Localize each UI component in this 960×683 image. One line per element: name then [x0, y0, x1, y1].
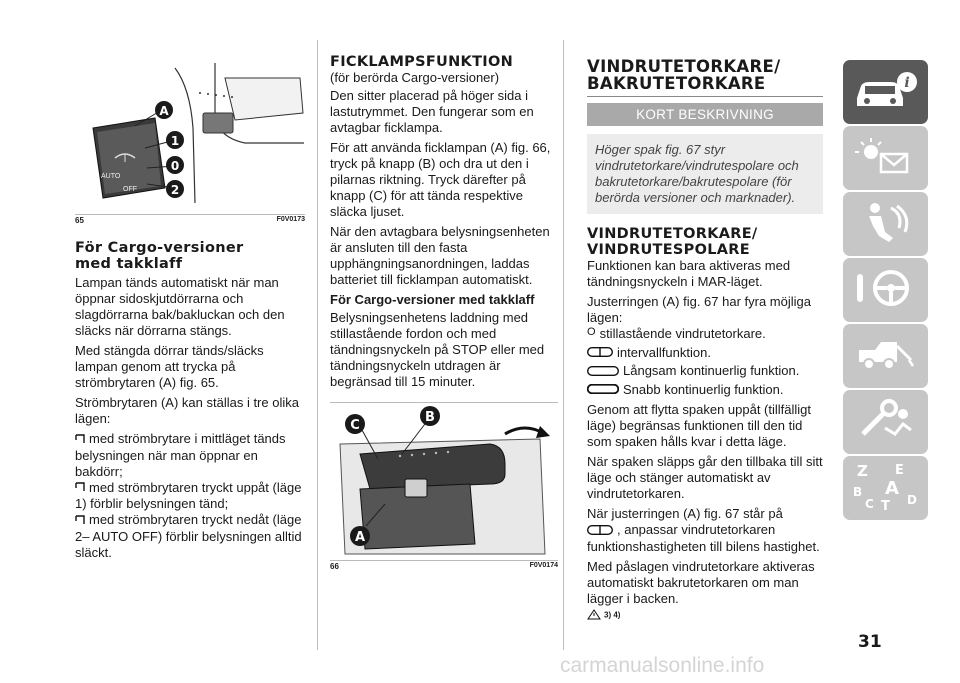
col3-subheading-line2: VINDRUTESPOLARE — [587, 242, 750, 258]
tab-index[interactable] — [843, 456, 928, 520]
page-number: 31 — [858, 632, 882, 652]
fig65-callout-0: 0 — [170, 159, 180, 173]
col1-paragraph-1: Lampan tänds automatiskt när man öppnar sidoskjutdörrarna och slagdörrarna bak/bakluckan och den släcks när dörrarna stängs. — [75, 275, 285, 338]
position-interval: intervallfunktion. — [617, 344, 711, 360]
steering-wheel-icon — [851, 266, 921, 315]
index-letters-icon — [851, 460, 921, 517]
col1-paragraph-2: Med stängda dörrar tänds/släcks lampan genom att trycka på strömbrytaren (A) fig. 65. — [75, 343, 264, 390]
fig65-callout-2: 2 — [170, 183, 180, 197]
col3-heading-line1: VINDRUTETORKARE/ — [587, 57, 781, 76]
door-icon — [75, 432, 85, 448]
col3-paragraph-6: Med påslagen vindrutetorkare aktiveras automatiskt bakrutetorkaren om man lägger i backen. — [587, 558, 815, 606]
intro-box: Höger spak fig. 67 styr vindrutetorkare/vindrutespolare och bakrutetorkare/bakrutespolare (för berörda versioner och marknader). — [587, 134, 823, 214]
figure-66-code: F0V0174 — [529, 562, 558, 569]
index-letter-c: C — [864, 496, 874, 511]
index-letter-e: E — [894, 462, 904, 478]
list-item — [587, 363, 823, 380]
col3-paragraph-5b: , anpassar vindrutetorkaren funktionshastigheten till bilens hastighet. — [587, 522, 820, 554]
col3-heading — [587, 58, 823, 92]
col1-paragraph-3: Strömbrytaren (A) kan ställas i tre olika lägen: — [75, 395, 299, 426]
col2-paragraph-1: Den sitter placerad på höger sida i lastutrymmet. Den fungerar som en avtagbar ficklampa. — [330, 88, 534, 135]
list-item — [75, 431, 305, 480]
position-fast: Snabb kontinuerlig funktion. — [623, 381, 784, 397]
warning-references — [587, 609, 823, 622]
col3-subheading — [587, 226, 823, 258]
tab-car-info[interactable] — [843, 60, 928, 124]
col1-item-3: med strömbrytaren tryckt nedåt (läge 2– AUTO OFF) förblir belysningen alltid släckt. — [75, 512, 302, 560]
col1-heading-line1: För Cargo-versioner — [75, 240, 244, 256]
door-icon — [75, 513, 85, 529]
list-item — [587, 345, 823, 362]
interval-wiper-icon — [587, 345, 613, 361]
col1-text — [75, 240, 305, 561]
column-divider-1 — [317, 40, 318, 650]
index-letter-t: T — [880, 498, 890, 512]
position-zero-symbol: O — [587, 325, 596, 338]
col3-paragraph-5 — [587, 506, 823, 555]
col2-heading: FICKLAMPSFUNKTION — [330, 54, 514, 70]
col1-item-1: med strömbrytare i mittläget tänds belysningen när man öppnar en bakdörr; — [75, 431, 286, 479]
list-item — [75, 512, 305, 561]
figure-66-number: 66 — [330, 562, 339, 571]
tab-safety[interactable] — [843, 192, 928, 256]
list-item — [587, 382, 823, 399]
kort-beskrivning-banner: KORT BESKRIVNING — [587, 103, 823, 126]
tab-warning-lights[interactable] — [843, 126, 928, 190]
col3-paragraph-3: Genom att flytta spaken uppåt (tillfälligt läge) begränsas funktionen till den tid som spaken hålls kvar i detta läge. — [587, 402, 812, 450]
col2-paragraph-4: Belysningsenhetens laddning med stillastående fordon och med tändningsnyckeln på STOP eller med tändningsnyckeln utdragen är begränsad till 15 minuter. — [330, 310, 545, 389]
position-off: stillastående vindrutetorkare. — [599, 326, 766, 341]
col2-subtitle: (för berörda Cargo-versioner) — [330, 70, 500, 85]
tow-truck-icon — [851, 332, 921, 381]
fig66-callout-c: C — [350, 418, 360, 433]
slow-wiper-icon — [587, 364, 619, 380]
fig65-callout-a: A — [159, 104, 169, 118]
fig65-switch-auto: AUTO — [101, 173, 121, 180]
col3-subheading-line1: VINDRUTETORKARE/ — [587, 226, 758, 242]
col1-heading-line2: med takklaff — [75, 256, 183, 272]
figure-66 — [330, 402, 558, 572]
figure-66-illustration — [330, 404, 558, 560]
col3-heading-line2: BAKRUTETORKARE — [587, 74, 766, 93]
figure-65-code: F0V0173 — [276, 216, 305, 223]
airbag-safety-icon — [851, 200, 921, 249]
fig66-callout-b: B — [425, 410, 435, 425]
col3-paragraph-4: När spaken släpps går den tillbaka till sitt läge och stänger automatiskt av vindrutetorkaren. — [587, 454, 823, 502]
door-icon — [75, 480, 85, 496]
fig65-switch-off: OFF — [123, 186, 137, 193]
service-wrench-icon — [851, 398, 921, 447]
reference-numbers: 3) 4) — [604, 610, 621, 620]
index-letter-b: B — [852, 484, 862, 499]
col2-paragraph-2: För att använda ficklampan (A) fig. 66, tryck på knapp (B) och dra ut den i pilarnas riktning. Tryck därefter på knapp (C) för att tända respektive släcka ljuset. — [330, 140, 551, 219]
list-item — [75, 480, 305, 513]
svg-text:i: i — [903, 74, 910, 91]
index-letter-a: A — [884, 477, 899, 499]
col3-paragraph-2: Justerringen (A) fig. 67 har fyra möjliga lägen: — [587, 294, 811, 325]
caution-triangle-icon — [587, 609, 601, 622]
col2-paragraph-3: När den avtagbara belysningsenheten är ansluten till den fasta upphängningsanordningen, laddas batteriet till ficklampan automatiskt. — [330, 224, 550, 287]
col2-subheading: För Cargo-versioner med takklaff — [330, 292, 535, 307]
tab-service[interactable] — [843, 390, 928, 454]
tab-driving[interactable] — [843, 258, 928, 322]
list-item — [587, 326, 823, 343]
warning-lights-icon — [851, 134, 921, 183]
interval-wiper-icon — [587, 523, 613, 539]
figure-65-number: 65 — [75, 216, 84, 225]
fig65-callout-1: 1 — [170, 134, 180, 148]
tab-emergency[interactable] — [843, 324, 928, 388]
col1-item-2: med strömbrytaren tryckt uppåt (läge 1) förblir belysningen tänd; — [75, 479, 302, 512]
position-slow: Långsam kontinuerlig funktion. — [623, 363, 800, 379]
fig66-callout-a: A — [354, 530, 366, 545]
index-letter-d: D — [906, 492, 917, 507]
column-divider-2 — [563, 40, 564, 650]
figure-65-illustration — [75, 58, 305, 210]
index-letter-z: Z — [856, 461, 868, 480]
col1-heading — [75, 240, 305, 272]
fast-wiper-icon — [587, 382, 619, 398]
col3-paragraph-1: Funktionen kan bara aktiveras med tändningsnyckeln i MAR-läget. — [587, 258, 791, 289]
watermark: carmanualsonline.info — [560, 654, 765, 677]
col2-text — [330, 54, 558, 394]
col3-paragraph-5a: När justerringen (A) fig. 67 står på — [587, 506, 783, 522]
car-info-icon — [851, 68, 921, 117]
figure-65 — [75, 58, 305, 225]
